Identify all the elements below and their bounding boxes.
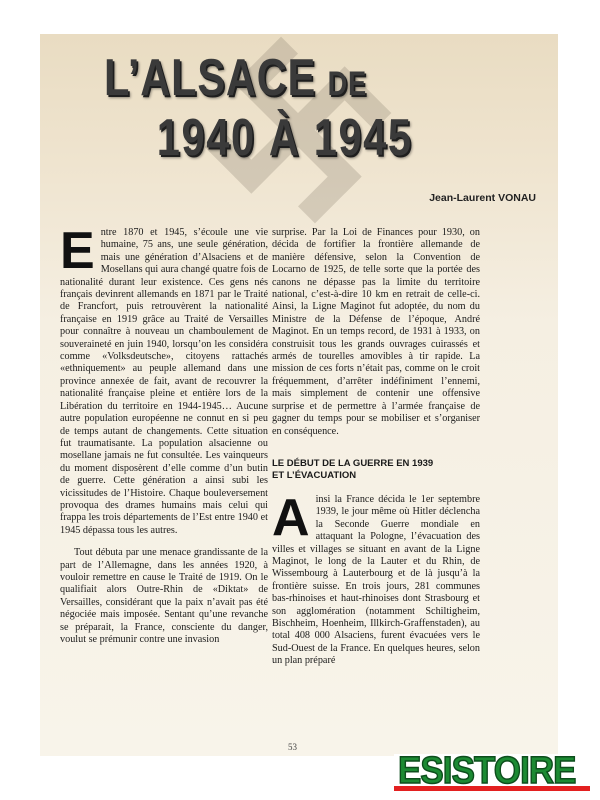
paragraph-text: Tout débuta par une menace grandissante de la part de l’Allemagne, dans les années 1920, à vouloir remettre en cause le Traité de 1919. On le qualifiait alors Outre-Rhin de «Diktat» de Versailles, considérant que la paix n’avait pas été négociée mais imposée. Sentant qu’une revanche se préparait, la France, consciente du danger, voulut se prémunir contre une invasion: [60, 547, 268, 645]
paragraph-text: insi la France décida le 1er septembre 1939, le jour même où Hitler déclencha la Seconde Guerre mondiale en attaquant la Pologne, l’évacuation des villes et villages se situant en avant de la Ligne Maginot, le long de la Lauter et du Rhin, de Wissembourg à Lauterbourg et de là jusqu’à la frontière suisse. En trois jours, 281 communes bas-rhinoises et haut-rhinoises dont Strasbourg et son agglomération (notamment Schiltigheim, Bischheim, Hoenheim, Illkirch-Graffenstaden), au total 408 000 Alsaciens, furent évacuées vers le Sud-Ouest de la France. En quelques heures, selon un plan préparé: [272, 493, 480, 667]
left-column: [60, 222, 268, 646]
page-number: 53: [288, 742, 297, 752]
paragraph-text: surprise. Par la Loi de Finances pour 1930, on décida de fortifier la frontière allemande de manière défensive, selon la Convention de Locarno de 1925, de telle sorte que la portée des canons ne dépasse pas la limite du territoire national, c’est-à-dire 10 km en retrait de celle-ci. Ainsi, la Ligne Maginot fut adoptée, du nom du Ministre de la Défense de l’époque, André Maginot. En un temps record, de 1931 à 1933, on construisit tous les grands ouvrages cuirassés et armés de tourelles amovibles à tir rapide. La mission de ces forts n’était pas, comme on le croit fréquemment, d’arrêter indéfiniment l’ennemi, mais simplement de contenir une offensive surprise et de permettre à l’armée française de gagner du temps pour se mobiliser et s’organiser en conséquence.: [272, 227, 480, 437]
title-years: 1940 À 1945: [156, 109, 413, 167]
drop-cap: A: [272, 488, 310, 547]
title-de: DE: [327, 65, 367, 103]
subheading-line: LE DÉBUT DE LA GUERRE EN 1939: [272, 457, 434, 469]
author-name: Jean-Laurent VONAU: [429, 192, 536, 204]
paragraph-text: ntre 1870 et 1945, s’écoule une vie humaine, 75 ans, une seule génération, mais une génération d’Alsaciens et de Mosellans qui aura changé quatre fois de nationalité durant leur existence. Ces gens nés français devinrent allemands en 1871 par le Traité de Francfort, puis retrouvèrent la nationalité française en 1919 grâce au Traité de Versailles pour connaître à nouveau un chamboulement de souveraineté en juin 1940, lorsqu’on les considéra comme «Volksdeutsche», citoyens rattachés «ethniquement» au peuple allemand dans une province annexée de fait, avant de recouvrer la nationalité française pleine et entière lors de la Libération du territoire en 1944-1945… Aucune autre population européenne ne connut en si peu de temps autant de changements. Cette situation fut traumatisante. La population alsacienne ou mosellane jamais ne fut consultée. Les vainqueurs du moment disposèrent d’elle comme d’un butin de guerre. Cette génération a ainsi subi les vicissitudes de l’Histoire. Chaque bouleversement provoqua des drames humains mais celui qui frappa les trois départements de l’Est entre 1940 et 1945 dépassa tous les autres.: [60, 227, 268, 536]
article-title: [104, 49, 440, 167]
drop-cap: E: [60, 222, 95, 280]
right-column: [272, 227, 480, 668]
section-subheading: [272, 458, 480, 482]
logo-wordmark: ESISTOIRE: [398, 750, 576, 792]
title-alsace: L’ALSACE: [104, 49, 317, 107]
paragraph: [272, 488, 480, 668]
subheading-line: ET L’ÉVACUATION: [272, 469, 357, 481]
esistoire-logo: [394, 750, 590, 794]
paragraph: [60, 222, 268, 537]
